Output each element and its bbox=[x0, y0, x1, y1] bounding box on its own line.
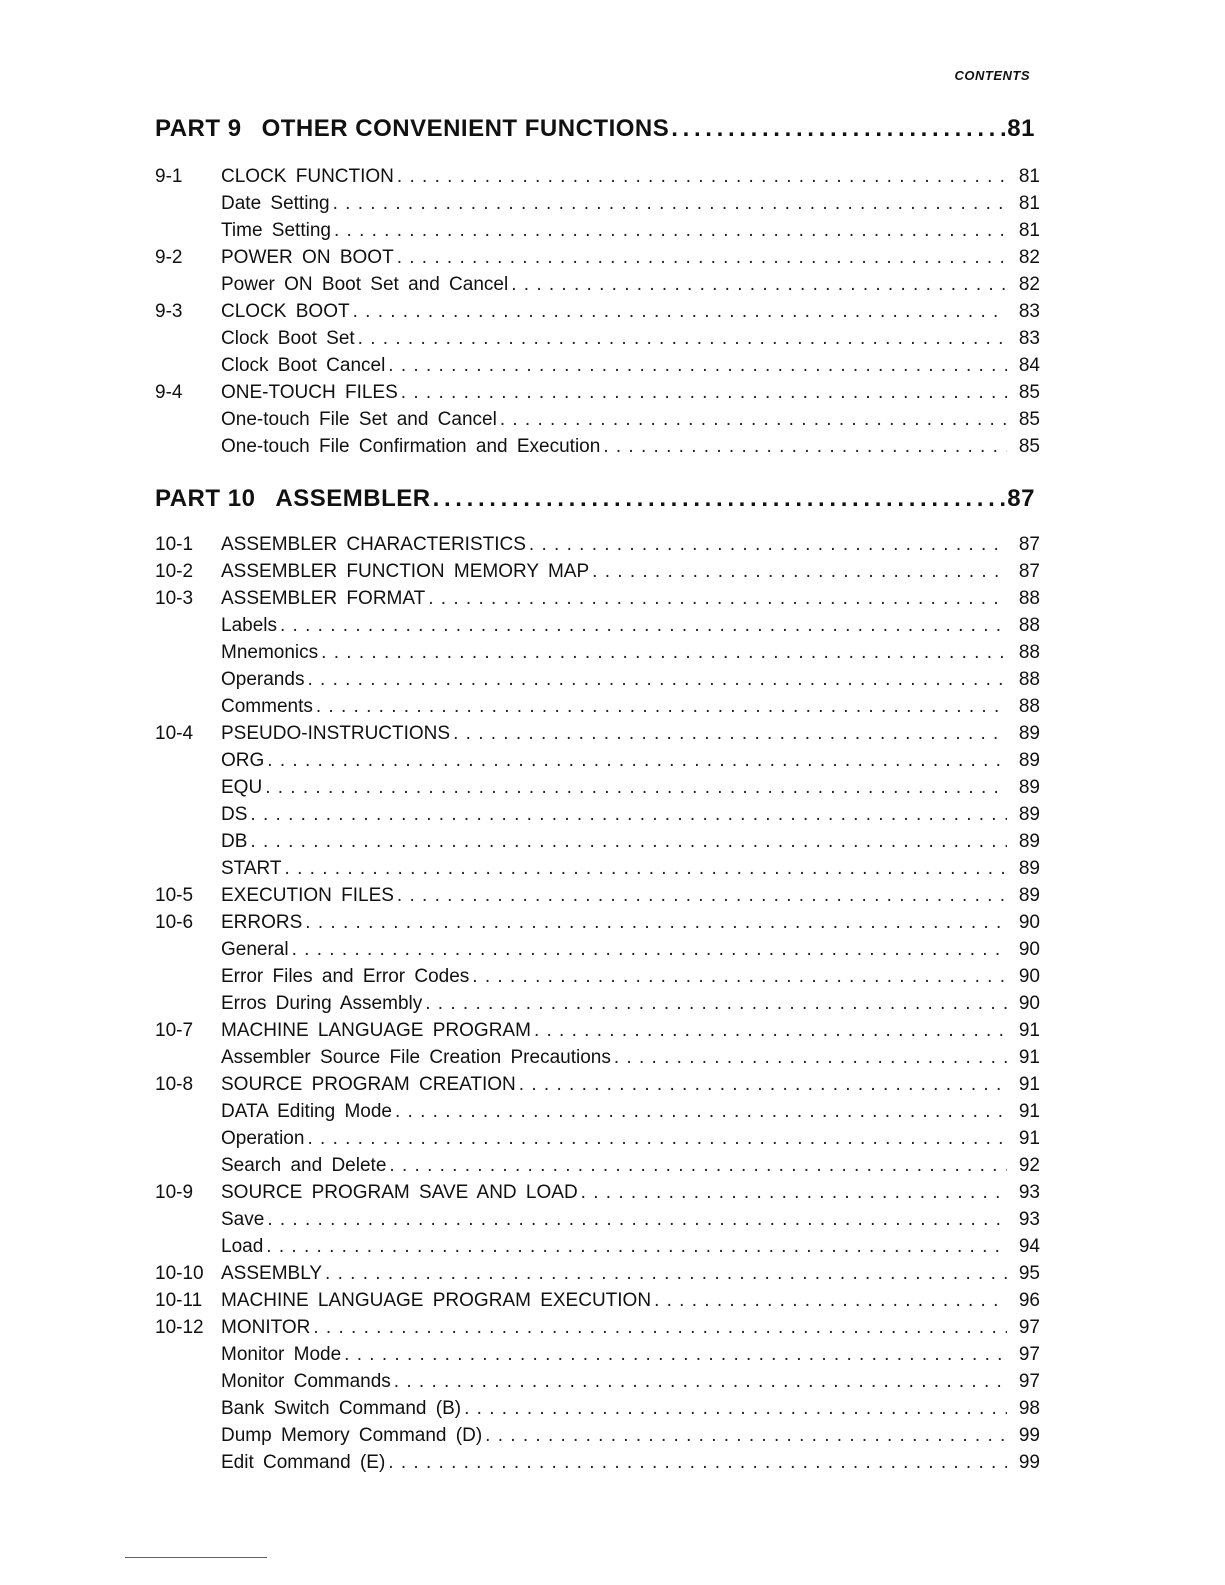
page-number: 96 bbox=[1018, 1290, 1040, 1311]
dot-leader bbox=[500, 409, 1007, 431]
page-number: 89 bbox=[1018, 831, 1040, 852]
section-title: Operation bbox=[221, 1128, 305, 1149]
toc-entry bbox=[155, 723, 1040, 750]
page-number: 85 bbox=[1018, 382, 1040, 403]
section-title: ORG bbox=[221, 750, 265, 771]
dot-leader bbox=[464, 1398, 1007, 1420]
section-title: MACHINE LANGUAGE PROGRAM EXECUTION bbox=[221, 1290, 652, 1311]
dot-leader bbox=[307, 669, 1007, 691]
dot-leader bbox=[397, 247, 1007, 269]
dot-leader bbox=[316, 696, 1007, 718]
section-title: Dump Memory Command (D) bbox=[221, 1425, 483, 1446]
page-number: 81 bbox=[1018, 220, 1040, 241]
section-title: One-touch File Set and Cancel bbox=[221, 409, 497, 430]
section-number: 9-2 bbox=[155, 247, 183, 268]
page-number: 95 bbox=[1018, 1263, 1040, 1284]
part-10-entries bbox=[155, 534, 1040, 1479]
page-number: 88 bbox=[1018, 669, 1040, 690]
toc-entry bbox=[155, 966, 1040, 993]
section-title: ASSEMBLER FORMAT bbox=[221, 588, 426, 609]
page-number: 93 bbox=[1018, 1209, 1040, 1230]
section-title: Bank Switch Command (B) bbox=[221, 1398, 462, 1419]
page-number: 85 bbox=[1018, 436, 1040, 457]
section-title: START bbox=[221, 858, 282, 879]
dot-leader bbox=[395, 1101, 1007, 1123]
part-heading-10 bbox=[155, 485, 1035, 513]
section-title: Erros During Assembly bbox=[221, 993, 423, 1014]
dot-leader bbox=[511, 274, 1007, 296]
dot-leader bbox=[389, 1155, 1007, 1177]
section-title: Monitor Mode bbox=[221, 1344, 342, 1365]
toc-entry bbox=[155, 1101, 1040, 1128]
section-title: Save bbox=[221, 1209, 265, 1230]
page-number: 83 bbox=[1018, 328, 1040, 349]
toc-entry bbox=[155, 615, 1040, 642]
section-number: 10-6 bbox=[155, 912, 194, 933]
section-title: CLOCK BOOT bbox=[221, 301, 350, 322]
part-title: ASSEMBLER bbox=[275, 485, 431, 512]
page-number: 82 bbox=[1018, 247, 1040, 268]
section-title: MONITOR bbox=[221, 1317, 311, 1338]
part-label: PART 10 bbox=[155, 485, 256, 512]
section-title: ERRORS bbox=[221, 912, 303, 933]
toc-entry bbox=[155, 409, 1040, 436]
dot-leader bbox=[292, 939, 1007, 961]
page-number: 89 bbox=[1018, 804, 1040, 825]
section-title: ASSEMBLER FUNCTION MEMORY MAP bbox=[221, 561, 590, 582]
toc-entry bbox=[155, 436, 1040, 463]
part-heading-9 bbox=[155, 115, 1035, 143]
dot-leader bbox=[614, 1047, 1007, 1069]
dot-leader bbox=[250, 804, 1007, 826]
section-number: 10-5 bbox=[155, 885, 194, 906]
section-title: Date Setting bbox=[221, 193, 330, 214]
page-number: 99 bbox=[1018, 1452, 1040, 1473]
section-title: Power ON Boot Set and Cancel bbox=[221, 274, 509, 295]
toc-entry bbox=[155, 301, 1040, 328]
dot-leader bbox=[388, 355, 1007, 377]
toc-entry bbox=[155, 831, 1040, 858]
section-title: Edit Command (E) bbox=[221, 1452, 386, 1473]
page-number: 91 bbox=[1018, 1020, 1040, 1041]
toc-entry bbox=[155, 166, 1040, 193]
dot-leader bbox=[285, 858, 1007, 880]
toc-entry bbox=[155, 1371, 1040, 1398]
dot-leader bbox=[305, 912, 1007, 934]
section-title: Error Files and Error Codes bbox=[221, 966, 470, 987]
toc-entry bbox=[155, 777, 1040, 804]
section-title: SOURCE PROGRAM SAVE AND LOAD bbox=[221, 1182, 578, 1203]
toc-entry bbox=[155, 328, 1040, 355]
page-number: 97 bbox=[1018, 1371, 1040, 1392]
dot-leader bbox=[313, 1317, 1007, 1339]
section-title: POWER ON BOOT bbox=[221, 247, 394, 268]
toc-entry bbox=[155, 669, 1040, 696]
section-title: DATA Editing Mode bbox=[221, 1101, 392, 1122]
dot-leader bbox=[280, 615, 1007, 637]
page-number: 83 bbox=[1018, 301, 1040, 322]
toc-entry bbox=[155, 382, 1040, 409]
dot-leader bbox=[472, 966, 1007, 988]
page-number: 82 bbox=[1018, 274, 1040, 295]
toc-entry bbox=[155, 1263, 1040, 1290]
dot-leader bbox=[394, 1371, 1007, 1393]
toc-entry bbox=[155, 1344, 1040, 1371]
page-number: 90 bbox=[1018, 912, 1040, 933]
page-number: 89 bbox=[1018, 723, 1040, 744]
page-number: 88 bbox=[1018, 642, 1040, 663]
page-number: 92 bbox=[1018, 1155, 1040, 1176]
toc-entry bbox=[155, 1398, 1040, 1425]
toc-entry bbox=[155, 355, 1040, 382]
toc-entry bbox=[155, 561, 1040, 588]
toc-entry bbox=[155, 912, 1040, 939]
part-page: 87 bbox=[1007, 485, 1035, 512]
page-number: 88 bbox=[1018, 588, 1040, 609]
page-number: 93 bbox=[1018, 1182, 1040, 1203]
section-number: 10-2 bbox=[155, 561, 194, 582]
running-header: CONTENTS bbox=[954, 68, 1030, 83]
dot-leader bbox=[592, 561, 1007, 583]
page-number: 81 bbox=[1018, 166, 1040, 187]
page-number: 91 bbox=[1018, 1101, 1040, 1122]
page-number: 85 bbox=[1018, 409, 1040, 430]
toc-entry bbox=[155, 534, 1040, 561]
toc-entry bbox=[155, 1020, 1040, 1047]
toc-entry bbox=[155, 274, 1040, 301]
section-title: EQU bbox=[221, 777, 263, 798]
toc-entry bbox=[155, 1074, 1040, 1101]
section-title: PSEUDO-INSTRUCTIONS bbox=[221, 723, 451, 744]
dot-leader bbox=[344, 1344, 1007, 1366]
dot-leader bbox=[671, 115, 1005, 143]
page-number: 89 bbox=[1018, 750, 1040, 771]
section-title: Clock Boot Set bbox=[221, 328, 355, 349]
page-number: 90 bbox=[1018, 966, 1040, 987]
section-title: DB bbox=[221, 831, 248, 852]
page-number: 91 bbox=[1018, 1074, 1040, 1095]
section-number: 9-4 bbox=[155, 382, 183, 403]
section-title: Mnemonics bbox=[221, 642, 319, 663]
dot-leader bbox=[603, 436, 1007, 458]
section-title: Comments bbox=[221, 696, 313, 717]
page-number: 89 bbox=[1018, 858, 1040, 879]
page-number: 94 bbox=[1018, 1236, 1040, 1257]
section-title: Search and Delete bbox=[221, 1155, 387, 1176]
toc-entry bbox=[155, 858, 1040, 885]
toc-entry bbox=[155, 1128, 1040, 1155]
section-title: DS bbox=[221, 804, 248, 825]
page-number: 91 bbox=[1018, 1047, 1040, 1068]
dot-leader bbox=[266, 1236, 1007, 1258]
dot-leader bbox=[307, 1128, 1007, 1150]
page-number: 90 bbox=[1018, 939, 1040, 960]
section-title: CLOCK FUNCTION bbox=[221, 166, 394, 187]
dot-leader bbox=[250, 831, 1007, 853]
part-9-entries bbox=[155, 166, 1040, 463]
toc-entry bbox=[155, 1425, 1040, 1452]
toc-entry bbox=[155, 885, 1040, 912]
section-title: ASSEMBLER CHARACTERISTICS bbox=[221, 534, 526, 555]
dot-leader bbox=[334, 220, 1007, 242]
toc-entry bbox=[155, 1290, 1040, 1317]
section-title: Clock Boot Cancel bbox=[221, 355, 386, 376]
dot-leader bbox=[388, 1452, 1007, 1474]
section-title: Load bbox=[221, 1236, 264, 1257]
page-number: 89 bbox=[1018, 777, 1040, 798]
toc-entry bbox=[155, 193, 1040, 220]
dot-leader bbox=[267, 750, 1007, 772]
toc-entry bbox=[155, 1452, 1040, 1479]
dot-leader bbox=[397, 166, 1007, 188]
section-title: SOURCE PROGRAM CREATION bbox=[221, 1074, 516, 1095]
section-number: 10-1 bbox=[155, 534, 194, 555]
page-number: 88 bbox=[1018, 696, 1040, 717]
section-number: 10-9 bbox=[155, 1182, 194, 1203]
dot-leader bbox=[529, 534, 1007, 556]
toc-entry bbox=[155, 1317, 1040, 1344]
dot-leader bbox=[325, 1263, 1007, 1285]
toc-entry bbox=[155, 1182, 1040, 1209]
section-number: 10-8 bbox=[155, 1074, 194, 1095]
page-number: 97 bbox=[1018, 1344, 1040, 1365]
toc-entry bbox=[155, 588, 1040, 615]
section-title: Time Setting bbox=[221, 220, 331, 241]
section-number: 9-1 bbox=[155, 166, 183, 187]
page-number: 99 bbox=[1018, 1425, 1040, 1446]
page-number: 87 bbox=[1018, 534, 1040, 555]
section-title: General bbox=[221, 939, 289, 960]
page-number: 91 bbox=[1018, 1128, 1040, 1149]
dot-leader bbox=[358, 328, 1007, 350]
page-number: 89 bbox=[1018, 885, 1040, 906]
part-page: 81 bbox=[1007, 115, 1035, 142]
dot-leader bbox=[654, 1290, 1007, 1312]
dot-leader bbox=[353, 301, 1007, 323]
section-title: MACHINE LANGUAGE PROGRAM bbox=[221, 1020, 531, 1041]
part-title: OTHER CONVENIENT FUNCTIONS bbox=[261, 115, 670, 142]
page-number: 97 bbox=[1018, 1317, 1040, 1338]
section-title: One-touch File Confirmation and Execution bbox=[221, 436, 601, 457]
section-title: ASSEMBLY bbox=[221, 1263, 323, 1284]
section-number: 10-10 bbox=[155, 1263, 204, 1284]
page-number: 81 bbox=[1018, 193, 1040, 214]
toc-entry bbox=[155, 804, 1040, 831]
dot-leader bbox=[485, 1425, 1007, 1447]
dot-leader bbox=[265, 777, 1007, 799]
toc-entry bbox=[155, 1047, 1040, 1074]
page-number: 84 bbox=[1018, 355, 1040, 376]
section-title: EXECUTION FILES bbox=[221, 885, 394, 906]
footer-rule bbox=[125, 1557, 267, 1558]
section-title: Monitor Commands bbox=[221, 1371, 391, 1392]
section-number: 10-12 bbox=[155, 1317, 204, 1338]
dot-leader bbox=[333, 193, 1007, 215]
page-number: 88 bbox=[1018, 615, 1040, 636]
dot-leader bbox=[267, 1209, 1007, 1231]
section-title: Operands bbox=[221, 669, 305, 690]
section-number: 9-3 bbox=[155, 301, 183, 322]
section-title: ONE-TOUCH FILES bbox=[221, 382, 398, 403]
dot-leader bbox=[453, 723, 1007, 745]
section-title: Labels bbox=[221, 615, 277, 636]
section-number: 10-3 bbox=[155, 588, 194, 609]
section-title: Assembler Source File Creation Precautions bbox=[221, 1047, 611, 1068]
toc-entry bbox=[155, 247, 1040, 274]
dot-leader bbox=[519, 1074, 1007, 1096]
page-number: 87 bbox=[1018, 561, 1040, 582]
section-number: 10-11 bbox=[155, 1290, 203, 1311]
dot-leader bbox=[581, 1182, 1007, 1204]
toc-entry bbox=[155, 696, 1040, 723]
page-number: 98 bbox=[1018, 1398, 1040, 1419]
page-number: 90 bbox=[1018, 993, 1040, 1014]
dot-leader bbox=[428, 588, 1007, 610]
toc-entry bbox=[155, 642, 1040, 669]
dot-leader bbox=[534, 1020, 1007, 1042]
dot-leader bbox=[397, 885, 1007, 907]
toc-entry bbox=[155, 939, 1040, 966]
section-number: 10-7 bbox=[155, 1020, 194, 1041]
dot-leader bbox=[433, 485, 1006, 513]
toc-entry bbox=[155, 1209, 1040, 1236]
dot-leader bbox=[401, 382, 1007, 404]
dot-leader bbox=[425, 993, 1007, 1015]
toc-entry bbox=[155, 1155, 1040, 1182]
dot-leader bbox=[321, 642, 1007, 664]
part-label: PART 9 bbox=[155, 115, 242, 142]
section-number: 10-4 bbox=[155, 723, 194, 744]
toc-entry bbox=[155, 993, 1040, 1020]
toc-entry bbox=[155, 220, 1040, 247]
toc-entry bbox=[155, 1236, 1040, 1263]
toc-entry bbox=[155, 750, 1040, 777]
